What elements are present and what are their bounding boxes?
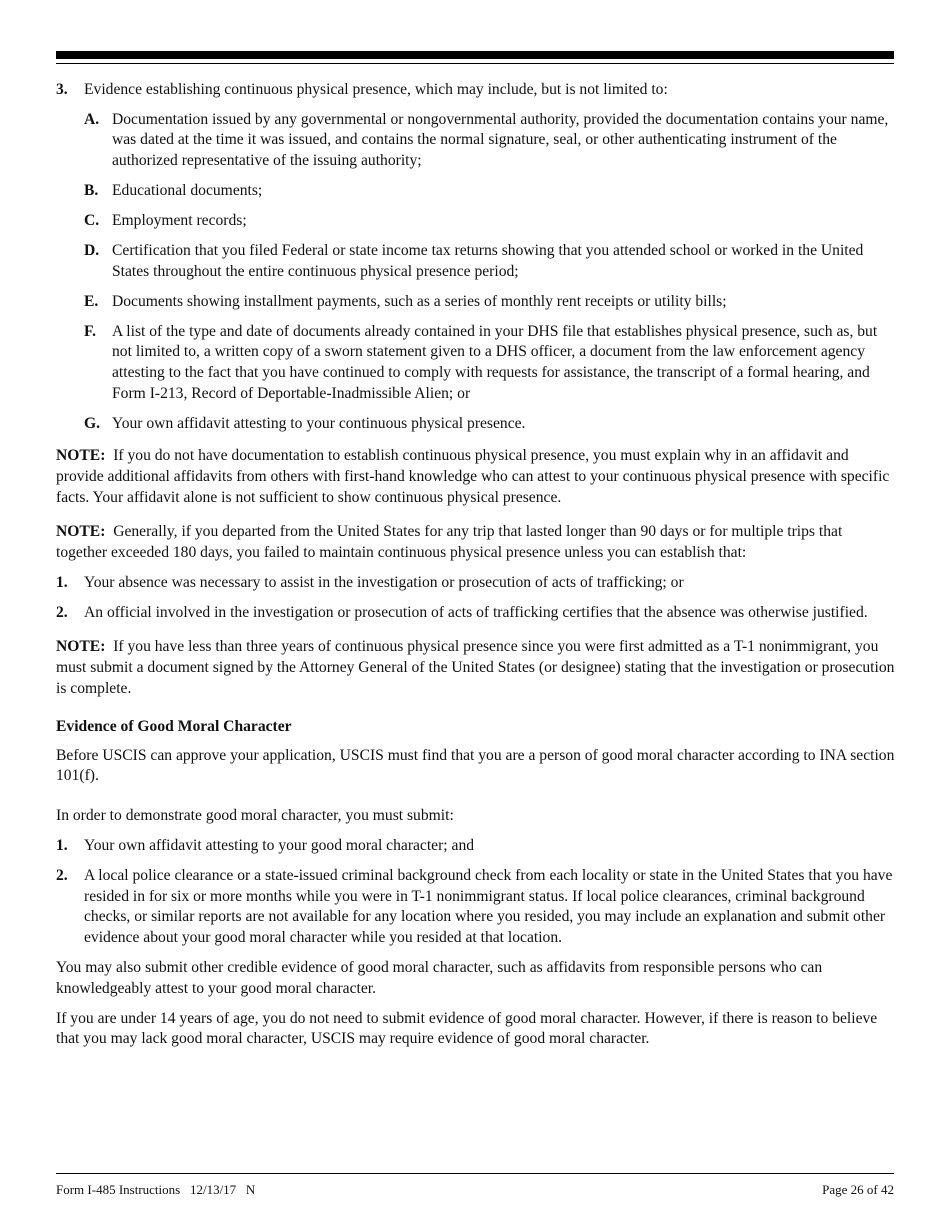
note-paragraph xyxy=(56,637,896,699)
note-paragraph xyxy=(56,522,896,563)
item-text: Employment records; xyxy=(112,211,247,229)
note-label: NOTE: xyxy=(56,447,106,465)
item-number: 3. xyxy=(56,81,68,98)
item-text: Your own affidavit attesting to your continuous physical presence. xyxy=(112,414,526,432)
intro-paragraph: Before USCIS can approve your application, USCIS must find that you are a person of good moral character according to INA section 101(f). xyxy=(56,746,895,785)
item-text: A local police clearance or a state-issued criminal background check from each locality or state in the United States that you have resided in for six or more months while you were in T-1 nonimmigrant status. If local police clearances, criminal background checks, or similar reports are not available for any location where you resided, you may include an explanation and submit other evidence about your good moral character while you resided at that location. xyxy=(84,867,893,946)
item-number: 1. xyxy=(56,837,68,855)
item-letter: C. xyxy=(84,211,100,229)
lead-paragraph: In order to demonstrate good moral character, you must submit: xyxy=(56,807,454,825)
body-paragraph: If you are under 14 years of age, you do not need to submit evidence of good moral character. However, if there is reason to believe that you may lack good moral character, USCIS may require evidence of good moral character. xyxy=(56,1009,878,1048)
list-item xyxy=(56,836,896,857)
header-rule-thin xyxy=(56,63,894,64)
page-number: Page 26 of 42 xyxy=(822,1182,894,1197)
list-item xyxy=(56,241,896,282)
page-content xyxy=(56,80,896,1059)
item-text: Evidence establishing continuous physical presence, which may include, but is not limited to: xyxy=(84,81,668,98)
list-item xyxy=(56,866,896,948)
section-3-item xyxy=(56,80,896,101)
section-3-sublist xyxy=(56,110,896,435)
item-text: An official involved in the investigation or prosecution of acts of trafficking certifies that the absence was otherwise justified. xyxy=(84,603,868,621)
item-text: Certification that you filed Federal or state income tax returns showing that you attended school or worked in the United States throughout the entire continuous physical presence period; xyxy=(112,242,864,280)
list-item xyxy=(56,110,896,172)
note-label: NOTE: xyxy=(56,523,106,541)
list-item xyxy=(56,603,896,624)
item-number: 2. xyxy=(56,867,68,885)
item-text: Educational documents; xyxy=(112,181,263,199)
item-text: Documents showing installment payments, such as a series of monthly rent receipts or utility bills; xyxy=(112,292,727,310)
list-item xyxy=(56,181,896,202)
footer-rule xyxy=(56,1173,894,1174)
item-number: 2. xyxy=(56,603,68,621)
item-letter: A. xyxy=(84,110,100,128)
item-text: Your absence was necessary to assist in the investigation or prosecution of acts of trafficking; or xyxy=(84,573,684,591)
item-text: Documentation issued by any governmental or nongovernmental authority, provided the documentation contains your name, was dated at the time it was issued, and contains the normal signature, seal, or other authenticating instrument of the authorized representative of the issuing authority; xyxy=(112,110,889,169)
list-item xyxy=(56,292,896,313)
item-number: 1. xyxy=(56,573,68,591)
item-letter: D. xyxy=(84,242,100,260)
section-heading: Evidence of Good Moral Character xyxy=(56,718,292,736)
header-rule-thick xyxy=(56,51,894,59)
item-text: Your own affidavit attesting to your good moral character; and xyxy=(84,837,475,855)
item-letter: G. xyxy=(84,414,101,432)
note-text: Generally, if you departed from the United States for any trip that lasted longer than 90 days or for multiple trips that together exceeded 180 days, you failed to maintain continuous physical presence unless you can establish that: xyxy=(56,523,843,561)
list-item xyxy=(56,414,896,435)
item-letter: B. xyxy=(84,181,99,199)
item-letter: E. xyxy=(84,292,99,310)
body-paragraph: You may also submit other credible evidence of good moral character, such as affidavits from responsible persons who can knowledgeably attest to your good moral character. xyxy=(56,959,823,997)
item-text: A list of the type and date of documents already contained in your DHS file that establishes physical presence, such as, but not limited to, a written copy of a sworn statement given to a DHS officer, a document from the law enforcement agency attesting to the fact that you have continued to comply with requests for assistance, the transcript of a formal hearing, and Form I-213, Record of Deportable-Inadmissible Alien; or xyxy=(112,322,878,402)
note-paragraph xyxy=(56,446,896,508)
note-label: NOTE: xyxy=(56,638,106,656)
note-text: If you do not have documentation to establish continuous physical presence, you must explain why in an affidavit and provide additional affidavits from others with first-hand knowledge who can attest to your continuous physical presence with specific facts. Your affidavit alone is not sufficient to show continuous physical presence. xyxy=(56,447,890,506)
list-item xyxy=(56,573,896,594)
item-letter: F. xyxy=(84,322,96,340)
form-identifier: Form I-485 Instructions 12/13/17 N xyxy=(56,1182,256,1197)
note-text: If you have less than three years of continuous physical presence since you were first admitted as a T-1 nonimmigrant, you must submit a document signed by the Attorney General of the United States (or designee) stating that the investigation or prosecution is complete. xyxy=(56,638,895,697)
list-item xyxy=(56,322,896,404)
list-item xyxy=(56,211,896,232)
